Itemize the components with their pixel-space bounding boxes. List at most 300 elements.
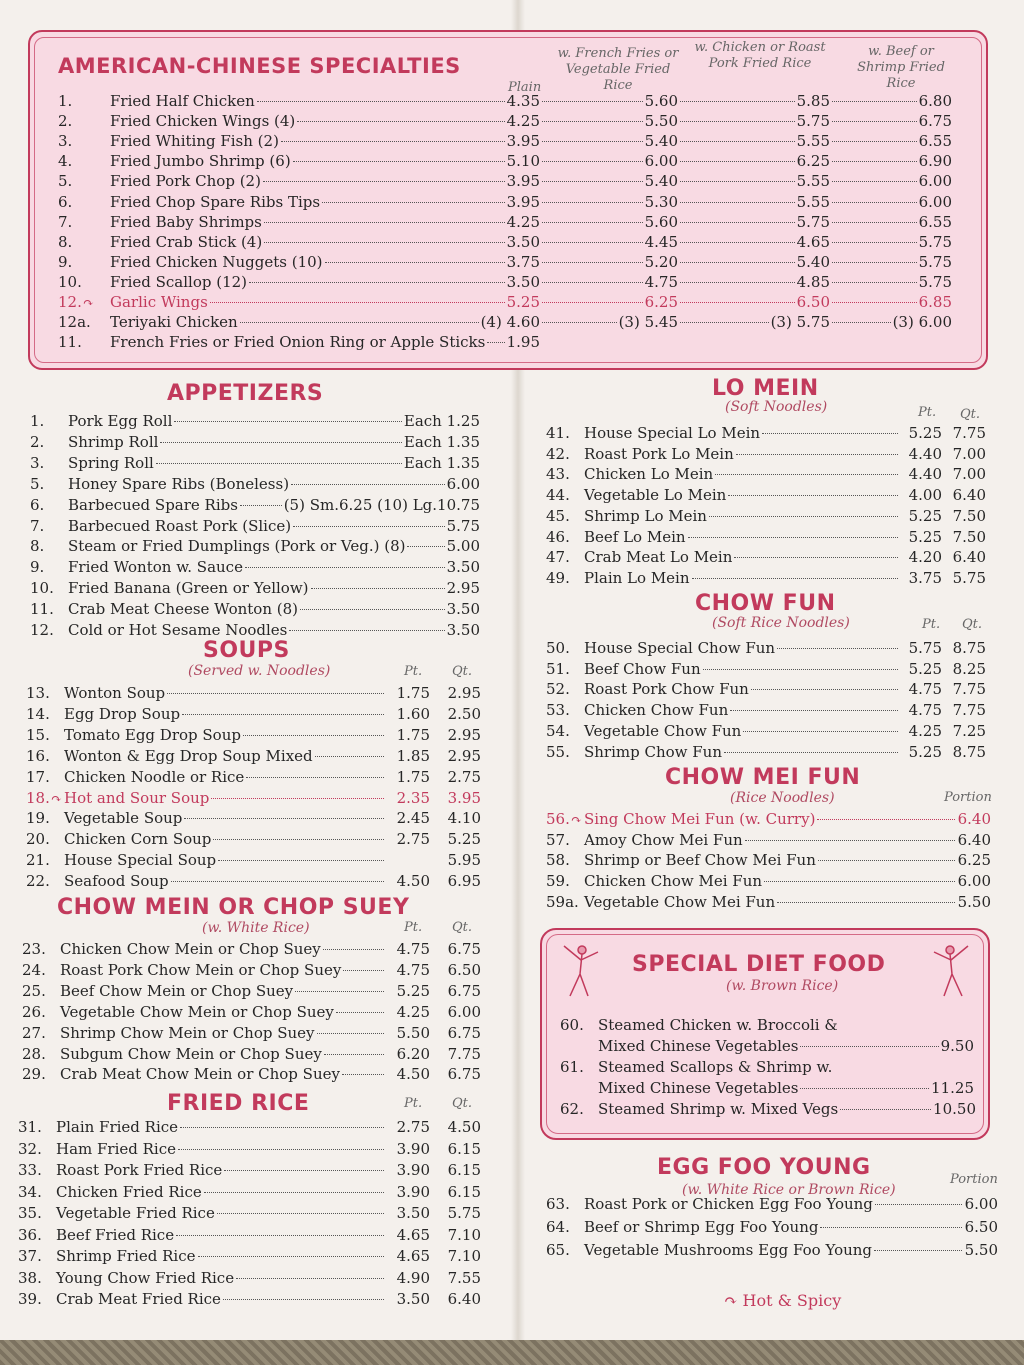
item-price-pt: 5.25 [396,981,430,1000]
dot-leader [289,630,444,631]
chowmein-item [22,1065,481,1085]
dot-leader [240,505,282,506]
dancer-left-icon [558,940,604,1000]
item-number: 3. [30,453,45,472]
item-name: Chicken Chow Fun [584,701,729,720]
item-price-qt: 5.95 [447,851,481,870]
item-number: 31. [18,1118,42,1136]
item-price-qt: 7.10 [447,1247,481,1265]
item-name: House Special Soup [64,851,217,870]
item-number: 27. [22,1023,46,1042]
american-chinese-title: AMERICAN-CHINESE SPECIALTIES [58,54,461,78]
item-name: Steamed Chicken w. Broccoli & [598,1016,838,1034]
item-name: Fried Crab Stick (4) [110,232,263,251]
item-price-qt: 7.00 [952,444,986,463]
appetizer-item [30,433,480,453]
item-price-beef: 6.00 [918,192,952,211]
diet-item [560,1058,976,1078]
dot-leader [176,1235,384,1236]
chowfun-item [546,701,986,721]
item-number: 34. [18,1182,42,1201]
american-price-cell [678,193,830,213]
soup-item [26,705,481,725]
lomein-item [546,465,986,485]
item-price-pt: 1.75 [396,725,430,744]
item-price-qt: 6.00 [447,1002,481,1021]
item-price-chicken: 4.85 [796,272,830,291]
col-fries: w. French Fries or Vegetable Fried Rice [557,46,679,93]
item-name: Roast Pork Chow Fun [584,680,749,699]
chowmein-item [22,940,481,960]
item-name: Beef or Shrimp Egg Foo Young [584,1218,819,1236]
soup-item [26,830,481,850]
american-price-cell [540,253,678,273]
item-name: Plain Lo Mein [584,568,690,587]
american-price-cell [678,92,830,112]
hot-spicy-label: Hot & Spicy [742,1291,842,1310]
friedrice-item [18,1226,481,1246]
item-number: 10. [30,579,54,598]
chowfun-item [546,743,986,763]
eggfoo-col-portion: Portion [950,1172,998,1187]
item-number: 9. [58,252,73,271]
dot-leader [692,578,898,579]
american-price-cell [830,152,952,172]
item-number: 36. [18,1225,42,1244]
item-name: Vegetable Lo Mein [584,486,727,505]
dot-leader [487,342,504,343]
american-price-cell [540,112,678,132]
chowfun-item [546,722,986,742]
american-price-cell [830,132,952,152]
item-price: 9.50 [940,1037,974,1055]
dot-leader [281,141,505,142]
dot-leader [874,1250,962,1251]
item-name: Vegetable Chow Mei Fun [584,892,776,911]
item-price-qt: 7.75 [447,1044,481,1063]
item-price-pt: 3.90 [396,1139,430,1158]
chowfun-col-qt: Qt. [962,617,983,632]
dot-leader [817,819,955,820]
item-price-qt: 7.55 [447,1268,481,1287]
dot-leader [213,839,384,840]
dot-leader [680,282,795,283]
item-price-plain: 3.95 [506,192,540,211]
item-price-price: 3.50 [446,621,480,639]
item-number: 43. [546,465,570,484]
item-price-fries: 4.75 [644,272,678,291]
dot-leader [236,1278,384,1279]
item-price-qt: 6.75 [447,1065,481,1084]
chowmein-item [22,1045,481,1065]
american-item [58,172,540,192]
chowfun-item [546,639,986,659]
item-price-pt: 4.40 [908,465,942,484]
item-name: Tomato Egg Drop Soup [64,725,241,744]
item-price-fries: 4.45 [644,232,678,251]
diet-item [560,1016,976,1036]
item-name: Cold or Hot Sesame Noodles [68,621,288,639]
dot-leader [832,302,917,303]
friedrice-item [18,1161,481,1181]
dot-leader [832,181,917,182]
item-price-fries: (3) 5.45 [618,313,678,332]
item-name: Egg Drop Soup [64,704,181,723]
dot-leader [832,101,917,102]
dot-leader [820,1227,962,1228]
item-price: 11.25 [931,1079,974,1097]
item-name: Teriyaki Chicken [110,313,238,332]
item-price-qt: 6.95 [447,872,481,891]
item-name: Steam or Fried Dumplings (Pork or Veg.) (8) [68,537,406,556]
item-number: 64. [546,1218,570,1236]
item-name: Crab Meat Lo Mein [584,548,733,567]
item-price-pt: 3.90 [396,1182,430,1201]
item-name-cont: Mixed Chinese Vegetables [598,1079,799,1097]
item-price-pt: 2.35 [396,788,430,807]
item-price-price: 3.50 [446,600,480,619]
item-number: 25. [22,981,46,1000]
appetizer-item [30,517,480,537]
item-price-qt: 6.40 [952,548,986,567]
item-number: 12a. [58,313,91,332]
item-number: 44. [546,486,570,505]
dot-leader [680,322,769,323]
american-price-cell [830,213,952,233]
american-price-cell [540,152,678,172]
dot-leader [178,1149,384,1150]
item-price-pt: 3.90 [396,1161,430,1179]
american-price-cell [678,112,830,132]
item-price-price: 5.50 [957,892,991,911]
item-price-qt: 6.15 [447,1139,481,1158]
american-item [58,132,540,152]
american-item [58,193,540,213]
dot-leader [300,609,445,610]
item-price-price: 6.40 [957,810,991,828]
dot-leader [764,881,955,882]
chowmein-col-pt: Pt. [404,920,423,935]
item-number: 49. [546,568,570,587]
dot-leader [246,777,384,778]
item-price-qt: 6.15 [447,1182,481,1201]
lomein-item [546,569,986,589]
item-price-pt: 4.50 [396,872,430,891]
dot-leader [291,484,445,485]
item-number: 9. [30,558,45,577]
dot-leader [210,302,505,303]
item-name: Chicken Corn Soup [64,830,212,849]
item-number: 17. [26,767,50,786]
lomein-subtitle: (Soft Noodles) [725,399,828,415]
chowfun-col-pt: Pt. [922,617,941,632]
item-price: 10.50 [933,1100,976,1118]
item-price-beef: 6.00 [918,172,952,191]
dot-leader [293,526,445,527]
friedrice-item [18,1269,481,1289]
american-item [58,253,540,273]
item-name: Fried Chicken Nuggets (10) [110,252,323,271]
item-name: Vegetable Soup [64,809,183,828]
item-price-qt: 4.50 [447,1118,481,1136]
item-name: Vegetable Chow Fun [584,721,742,740]
item-number: 46. [546,527,570,546]
item-price-pt: 4.90 [396,1268,430,1287]
item-price-pt: 5.25 [908,424,942,442]
friedrice-item [18,1140,481,1160]
item-price-qt: 2.95 [447,725,481,744]
american-price-cell [540,293,678,313]
lomein-item [546,486,986,506]
dot-leader [249,282,505,283]
dot-leader [323,949,384,950]
item-name: Fried Chicken Wings (4) [110,112,296,131]
lomein-item [546,507,986,527]
item-price-qt: 6.50 [447,960,481,979]
item-number: 28. [22,1044,46,1063]
item-name: Shrimp Roll [68,432,159,451]
appetizer-item [30,496,480,516]
item-price-qt: 6.40 [952,486,986,505]
soup-item [26,726,481,746]
item-price-plain: 3.95 [506,172,540,191]
friedrice-col-qt: Qt. [452,1096,473,1111]
item-number: 1. [30,412,45,430]
item-price-pt: 5.25 [908,659,942,678]
dot-leader [263,181,505,182]
item-number: 32. [18,1139,42,1158]
item-price-price: (5) Sm.6.25 (10) Lg.10.75 [283,495,480,514]
lomein-col-qt: Qt. [960,407,981,422]
item-price-qt: 6.75 [447,940,481,958]
item-price-beef: 6.85 [918,293,952,311]
item-price-fries: 5.40 [644,172,678,191]
dot-leader [542,202,643,203]
dot-leader [680,181,795,182]
appetizer-item [30,558,480,578]
dot-leader [745,840,955,841]
dot-leader [174,421,401,422]
item-number: 15. [26,725,50,744]
item-price-beef: 6.55 [918,212,952,231]
item-price-price: 3.50 [446,558,480,577]
item-price-qt: 7.50 [952,527,986,546]
item-number: 2. [58,112,73,131]
item-name: Shrimp or Beef Chow Mei Fun [584,851,816,870]
item-price-pt: 2.75 [396,830,430,849]
item-name: Fried Chop Spare Ribs Tips [110,192,321,211]
item-price-price: 5.00 [446,537,480,556]
item-name: Fried Jumbo Shrimp (6) [110,152,291,171]
item-price-qt: 7.75 [952,424,986,442]
item-number: 41. [546,424,570,442]
dot-leader [223,1299,384,1300]
item-price-beef: 5.75 [918,252,952,271]
item-number: 57. [546,830,570,849]
friedrice-title: FRIED RICE [167,1091,310,1116]
soups-title: SOUPS [203,638,290,663]
dot-leader [840,1109,931,1110]
item-price-pt: 4.75 [908,680,942,699]
appetizer-item [30,579,480,599]
item-price-qt: 8.75 [952,639,986,657]
item-name: Roast Pork Fried Rice [56,1161,223,1179]
dot-leader [240,322,479,323]
dot-leader [224,1170,384,1171]
item-price-plain: 5.10 [506,152,540,171]
item-name: Fried Baby Shrimps [110,212,262,231]
item-number: 20. [26,830,50,849]
item-name: Pork Egg Roll [68,412,173,430]
dot-leader [734,557,898,558]
item-price-chicken: 5.75 [796,212,830,231]
lomein-item [546,424,986,444]
soup-item [26,768,481,788]
dot-leader [680,242,795,243]
dot-leader [542,262,643,263]
item-name: Barbecued Roast Pork (Slice) [68,516,292,535]
dot-leader [832,121,917,122]
item-price-plain: 5.25 [506,293,540,311]
item-number: 55. [546,742,570,761]
item-number: 51. [546,659,570,678]
item-name: Chicken Chow Mein or Chop Suey [60,940,321,958]
eggfoo-item [546,1241,998,1261]
item-name: Fried Wonton w. Sauce [68,558,243,577]
american-price-cell [540,233,678,253]
item-number: 14. [26,704,50,723]
item-name: Chicken Fried Rice [56,1182,202,1201]
item-number: 59. [546,872,570,891]
item-name: Beef Chow Fun [584,659,701,678]
soup-item [26,789,481,809]
dot-leader [342,1074,384,1075]
dot-leader [724,752,898,753]
item-price-pt: 4.25 [396,1002,430,1021]
item-name: Roast Pork Chow Mein or Chop Suey [60,960,342,979]
item-price-fries: 5.60 [644,212,678,231]
item-number: 37. [18,1247,42,1265]
item-name: Crab Meat Fried Rice [56,1290,221,1308]
american-item [58,273,540,293]
item-name: Shrimp Chow Fun [584,742,723,761]
dot-leader [315,756,384,757]
item-price-qt: 4.10 [447,809,481,828]
special-diet-subtitle: (w. Brown Rice) [726,978,839,994]
dot-leader [736,454,898,455]
american-price-cell [540,193,678,213]
item-price-beef: 5.75 [918,272,952,291]
dot-leader [680,302,795,303]
item-price-qt: 2.50 [447,704,481,723]
lomein-item [546,548,986,568]
item-name: Spring Roll [68,453,154,472]
american-item [58,92,540,112]
dot-leader [800,1088,929,1089]
item-name: Young Chow Fried Rice [56,1268,235,1287]
chowfun-subtitle: (Soft Rice Noodles) [712,615,850,631]
item-price-pt: 1.75 [396,684,430,702]
american-price-cell [540,313,678,333]
item-price-fries: 5.50 [644,112,678,131]
dancer-right-icon [928,940,974,1000]
soups-subtitle: (Served w. Noodles) [188,663,331,679]
item-name: Plain Fried Rice [56,1118,179,1136]
item-price-qt: 6.15 [447,1161,481,1179]
item-number: 7. [58,212,73,231]
item-name: Seafood Soup [64,872,169,891]
item-price-qt: 7.50 [952,506,986,525]
chowmeifun-subtitle: (Rice Noodles) [730,790,835,806]
dot-leader [184,818,384,819]
item-name: Crab Meat Cheese Wonton (8) [68,600,298,619]
diet-item-line2 [598,1079,974,1099]
item-price-pt: 4.20 [908,548,942,567]
chowmeifun-item [546,831,991,851]
dot-leader [680,101,795,102]
dot-leader [317,1033,384,1034]
item-price-pt: 5.25 [908,742,942,761]
appetizers-title: APPETIZERS [167,381,324,406]
lomein-item [546,445,986,465]
item-price-pt: 4.65 [396,1225,430,1244]
dot-leader [762,433,898,434]
chowmeifun-item [546,872,991,892]
item-number: 1. [58,92,73,110]
dot-leader [264,242,504,243]
american-price-cell [678,273,830,293]
dot-leader [832,322,891,323]
item-price-plain: 1.95 [506,333,540,352]
dot-leader [680,121,795,122]
hot-arrow-icon: ↷ [724,1291,738,1310]
dot-leader [295,991,384,992]
dot-leader [264,222,505,223]
item-name: Fried Banana (Green or Yellow) [68,579,309,598]
item-price-pt: 4.50 [396,1065,430,1084]
item-price-chicken: 6.25 [796,152,830,171]
item-price-qt: 8.25 [952,659,986,678]
item-number: 2. [30,432,45,451]
chowmeifun-item [546,810,991,830]
dot-leader [182,714,384,715]
american-item [58,152,540,172]
item-number: 54. [546,721,570,740]
item-name: Chicken Noodle or Rice [64,767,245,786]
dot-leader [818,860,955,861]
soup-item [26,747,481,767]
item-number: 5. [58,172,73,191]
item-price-qt: 8.75 [952,742,986,761]
american-price-cell [678,172,830,192]
item-name: Roast Pork Lo Mein [584,444,734,463]
item-price-plain: 4.25 [506,212,540,231]
dot-leader [832,222,917,223]
item-number: 12.↷ [58,293,94,311]
item-number: 56.↷ [546,810,582,828]
item-price-chicken: 5.55 [796,172,830,191]
item-price-pt: 3.75 [908,568,942,587]
item-price-price: 6.25 [957,851,991,870]
item-price-pt: 4.75 [396,940,430,958]
dot-leader [542,141,643,142]
dot-leader [832,161,917,162]
american-item [58,333,540,353]
item-price-qt: 7.00 [952,465,986,484]
item-price-pt: 4.25 [908,721,942,740]
appetizer-item [30,454,480,474]
american-price-cell [540,213,678,233]
